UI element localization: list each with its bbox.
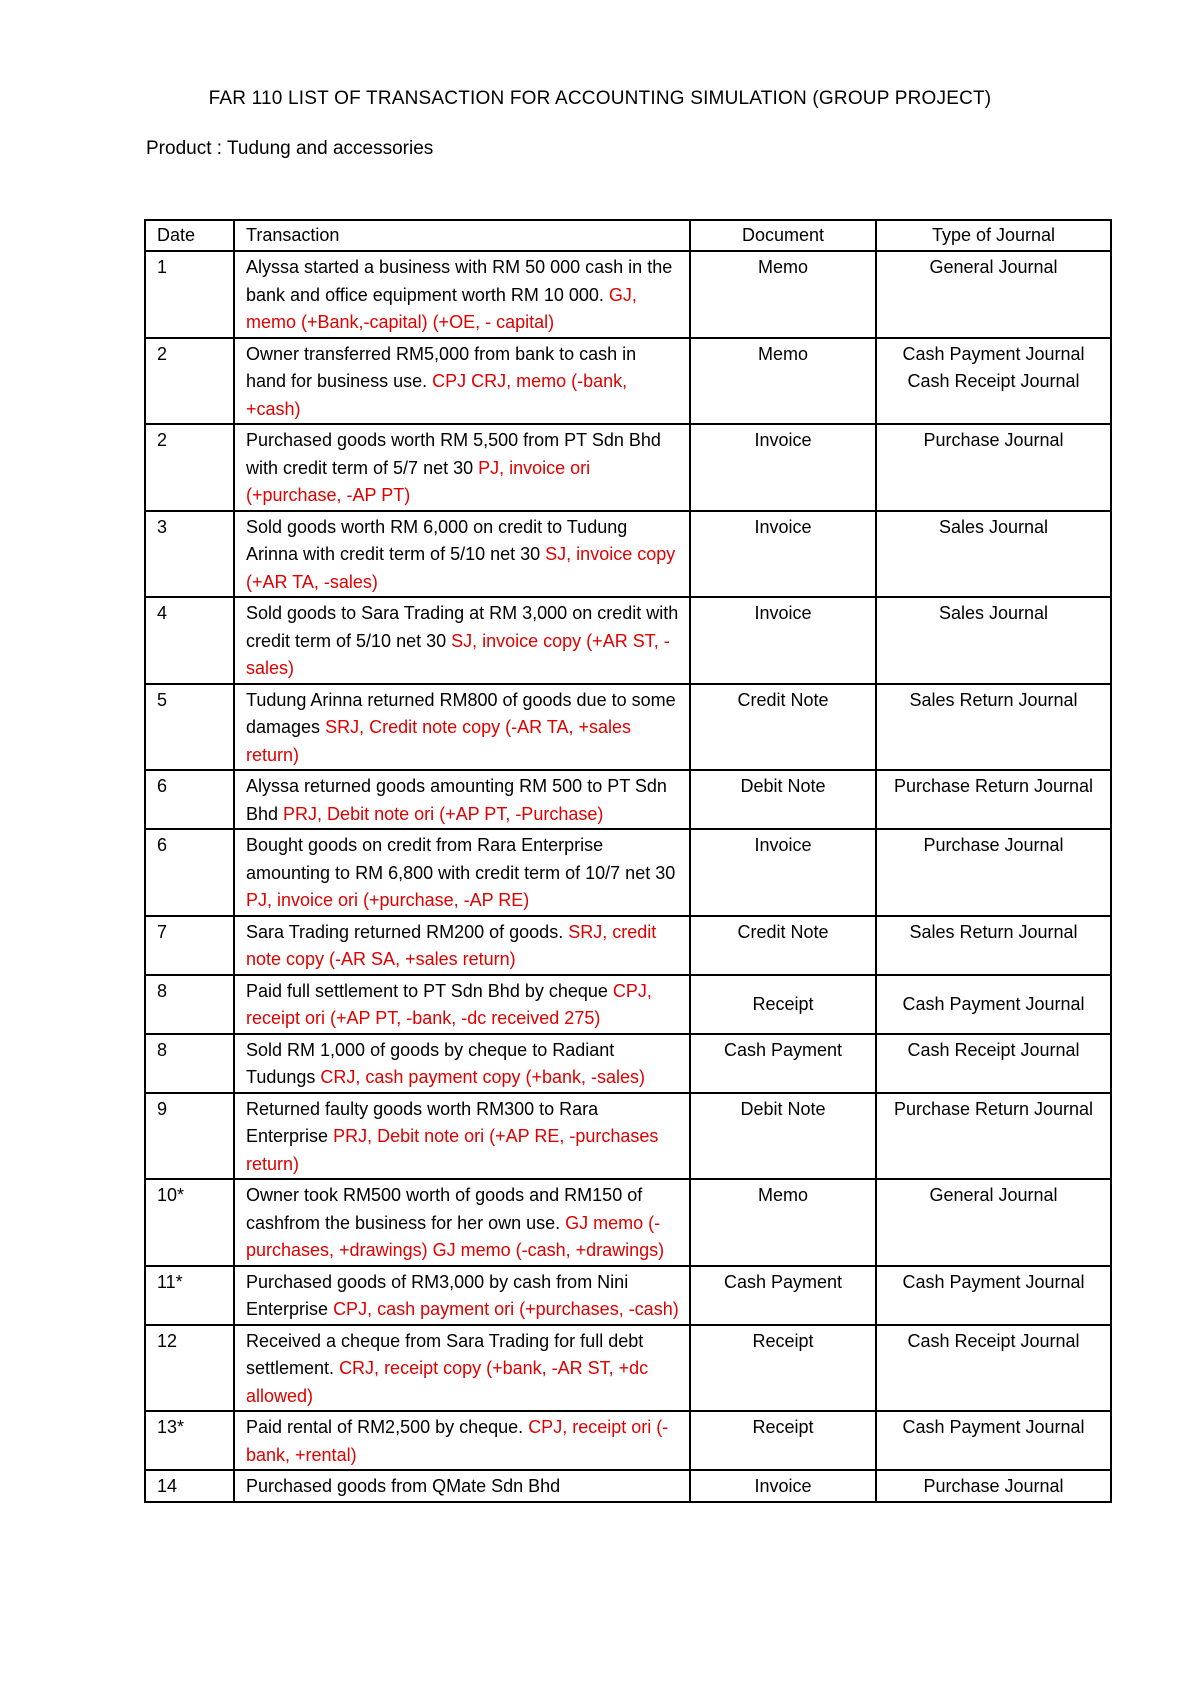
transaction-cell — [234, 916, 690, 975]
journal-cell — [876, 770, 1111, 829]
table-row — [145, 829, 1111, 916]
document-cell: Invoice — [690, 597, 876, 684]
product-line: Product : Tudung and accessories — [146, 138, 434, 159]
journal-annotation: PRJ, Debit note ori (+AP RE, -purchases return) — [246, 1126, 659, 1174]
date-cell: 14 — [145, 1470, 234, 1502]
journal-annotation: PJ, invoice ori (+purchase, -AP PT) — [246, 457, 591, 505]
journal-annotation: CPJ, receipt ori (+AP PT, -bank, -dc received 275) — [246, 980, 652, 1028]
transaction-text: Sold goods to Sara Trading at RM 3,000 on credit with credit term of 5/10 net 30 — [246, 603, 679, 651]
journal-type: General Journal — [929, 1185, 1058, 1205]
transaction-text: Sara Trading returned RM200 of goods. — [246, 921, 564, 942]
transaction-text: Bought goods on credit from Rara Enterprise amounting to RM 6,800 with credit term of 10/7 net 30 — [246, 835, 676, 883]
journal-cell — [876, 916, 1111, 975]
header-date: Date — [145, 220, 234, 251]
table-row — [145, 1266, 1111, 1325]
journal-cell — [876, 1325, 1111, 1412]
journal-type: Purchase Return Journal — [893, 1098, 1094, 1119]
journal-cell — [876, 1470, 1111, 1502]
transaction-text: Sold RM 1,000 of goods by cheque to Radiant Tudungs — [246, 1039, 615, 1087]
header-transaction: Transaction — [234, 220, 690, 251]
document-cell: Invoice — [690, 511, 876, 598]
transaction-text: Paid rental of RM2,500 by cheque. — [246, 1417, 524, 1437]
date-cell: 5 — [145, 684, 234, 771]
table-row — [145, 975, 1111, 1034]
journal-annotation: PJ, invoice ori (+purchase, -AP RE) — [246, 890, 530, 910]
table-row — [145, 511, 1111, 598]
table-row — [145, 424, 1111, 511]
transaction-text: Purchased goods worth RM 5,500 from PT Sdn Bhd with credit term of 5/7 net 30 — [246, 430, 661, 478]
document-cell: Invoice — [690, 1470, 876, 1502]
transaction-cell — [234, 1411, 690, 1470]
document-cell: Memo — [690, 338, 876, 425]
table-row — [145, 684, 1111, 771]
journal-cell — [876, 424, 1111, 511]
document-cell: Memo — [690, 251, 876, 338]
date-cell: 8 — [145, 1034, 234, 1093]
journal-annotation: CRJ, receipt copy (+bank, -AR ST, +dc allowed) — [246, 1358, 649, 1406]
transaction-text: Alyssa started a business with RM 50 000 cash in the bank and office equipment worth RM 10 000. — [246, 257, 673, 305]
date-cell: 8 — [145, 975, 234, 1034]
table-row — [145, 916, 1111, 975]
table-row — [145, 597, 1111, 684]
transaction-cell — [234, 511, 690, 598]
transaction-cell — [234, 1266, 690, 1325]
journal-cell — [876, 1266, 1111, 1325]
transaction-cell — [234, 829, 690, 916]
transaction-text: Sold goods worth RM 6,000 on credit to Tudung Arinna with credit term of 5/10 net 30 — [246, 516, 628, 564]
transaction-text: Returned faulty goods worth RM300 to Rara Enterprise — [246, 1098, 599, 1146]
journal-type: Cash Payment Journal — [902, 343, 1085, 364]
journal-annotation: CPJ CRJ, memo (-bank, +cash) — [246, 371, 628, 419]
journal-cell — [876, 829, 1111, 916]
document-cell: Cash Payment — [690, 1034, 876, 1093]
journal-cell — [876, 684, 1111, 771]
header-type-of-journal: Type of Journal — [876, 220, 1111, 251]
date-cell: 6 — [145, 829, 234, 916]
journal-type: Purchase Return Journal — [893, 776, 1094, 796]
transaction-text: Purchased goods of RM3,000 by cash from Nini Enterprise — [246, 1271, 629, 1319]
date-cell: 4 — [145, 597, 234, 684]
transaction-cell — [234, 597, 690, 684]
transaction-cell — [234, 338, 690, 425]
transactions-table — [144, 219, 1112, 1503]
date-cell: 11* — [145, 1266, 234, 1325]
transaction-cell — [234, 684, 690, 771]
journal-type: Cash Payment Journal — [902, 1271, 1085, 1292]
transaction-cell — [234, 1093, 690, 1180]
journal-type: Sales Journal — [938, 603, 1049, 623]
document-cell: Credit Note — [690, 916, 876, 975]
date-cell: 3 — [145, 511, 234, 598]
header-document: Document — [690, 220, 876, 251]
transaction-cell — [234, 1325, 690, 1412]
date-cell: 7 — [145, 916, 234, 975]
table-body — [145, 251, 1111, 1502]
journal-type-secondary: Cash Receipt Journal — [907, 371, 1080, 391]
date-cell: 1 — [145, 251, 234, 338]
document-cell: Credit Note — [690, 684, 876, 771]
document-cell: Debit Note — [690, 770, 876, 829]
transaction-cell — [234, 1470, 690, 1502]
journal-annotation: SRJ, Credit note copy (-AR TA, +sales return) — [246, 717, 632, 765]
transaction-text: Purchased goods from QMate Sdn Bhd — [246, 1476, 561, 1496]
journal-annotation: SJ, invoice copy (+AR TA, -sales) — [246, 544, 676, 592]
table-row — [145, 1470, 1111, 1502]
journal-cell — [876, 1034, 1111, 1093]
transaction-cell — [234, 424, 690, 511]
date-cell: 10* — [145, 1179, 234, 1266]
journal-annotation: GJ, memo (+Bank,-capital) (+OE, - capital) — [246, 284, 637, 332]
document-cell: Memo — [690, 1179, 876, 1266]
table-row — [145, 1325, 1111, 1412]
document-cell: Debit Note — [690, 1093, 876, 1180]
table-row — [145, 1179, 1111, 1266]
transaction-text: Owner took RM500 worth of goods and RM150 of cashfrom the business for her own use. — [246, 1185, 643, 1233]
transaction-cell — [234, 1179, 690, 1266]
transaction-text: Tudung Arinna returned RM800 of goods due to some damages — [246, 689, 676, 737]
transaction-text: Received a cheque from Sara Trading for full debt settlement. — [246, 1330, 644, 1378]
journal-type: Purchase Journal — [923, 430, 1064, 450]
journal-type: Cash Receipt Journal — [907, 1330, 1080, 1351]
journal-type: Sales Return Journal — [909, 689, 1078, 710]
transaction-text: Paid full settlement to PT Sdn Bhd by cheque — [246, 980, 608, 1001]
journal-type: Purchase Journal — [923, 1476, 1064, 1496]
journal-annotation: CPJ, cash payment ori (+purchases, -cash) — [333, 1299, 679, 1319]
journal-cell — [876, 1179, 1111, 1266]
table-row — [145, 1411, 1111, 1470]
date-cell: 9 — [145, 1093, 234, 1180]
journal-cell — [876, 1411, 1111, 1470]
table-row — [145, 1093, 1111, 1180]
transaction-cell — [234, 770, 690, 829]
journal-cell — [876, 511, 1111, 598]
journal-cell — [876, 975, 1111, 1034]
transaction-cell — [234, 1034, 690, 1093]
table-row — [145, 338, 1111, 425]
table-row — [145, 1034, 1111, 1093]
date-cell: 12 — [145, 1325, 234, 1412]
journal-annotation: SRJ, credit note copy (-AR SA, +sales return) — [246, 921, 657, 969]
journal-annotation: CPJ, receipt ori (-bank, +rental) — [246, 1417, 669, 1465]
journal-cell — [876, 338, 1111, 425]
date-cell: 2 — [145, 424, 234, 511]
date-cell: 2 — [145, 338, 234, 425]
transaction-cell — [234, 251, 690, 338]
journal-cell — [876, 597, 1111, 684]
document-cell: Receipt — [690, 1325, 876, 1412]
table-row — [145, 251, 1111, 338]
journal-annotation: SJ, invoice copy (+AR ST, -sales) — [246, 630, 670, 678]
journal-type: Purchase Journal — [923, 835, 1064, 855]
date-cell: 13* — [145, 1411, 234, 1470]
journal-type: Sales Journal — [938, 516, 1049, 537]
transaction-cell — [234, 975, 690, 1034]
date-cell: 6 — [145, 770, 234, 829]
document-cell: Invoice — [690, 424, 876, 511]
journal-type: Cash Payment Journal — [902, 1417, 1085, 1437]
table-row — [145, 770, 1111, 829]
transaction-text: Owner transferred RM5,000 from bank to cash in hand for business use. — [246, 343, 637, 391]
journal-cell — [876, 251, 1111, 338]
journal-cell — [876, 1093, 1111, 1180]
journal-type: Cash Receipt Journal — [907, 1039, 1080, 1060]
journal-type: Cash Payment Journal — [902, 994, 1085, 1015]
journal-annotation: PRJ, Debit note ori (+AP PT, -Purchase) — [283, 803, 604, 824]
journal-annotation: GJ memo (-purchases, +drawings) GJ memo (-cash, +drawings) — [246, 1212, 665, 1260]
table-header-row — [145, 220, 1111, 251]
document-title: FAR 110 LIST OF TRANSACTION FOR ACCOUNTING SIMULATION (GROUP PROJECT) — [208, 88, 992, 109]
document-cell: Cash Payment — [690, 1266, 876, 1325]
journal-type: Sales Return Journal — [909, 921, 1078, 942]
document-cell: Receipt — [690, 975, 876, 1034]
transaction-text: Alyssa returned goods amounting RM 500 to PT Sdn Bhd — [246, 776, 667, 824]
document-cell: Receipt — [690, 1411, 876, 1470]
document-cell: Invoice — [690, 829, 876, 916]
journal-type: General Journal — [929, 257, 1058, 277]
journal-annotation: CRJ, cash payment copy (+bank, -sales) — [320, 1067, 646, 1087]
